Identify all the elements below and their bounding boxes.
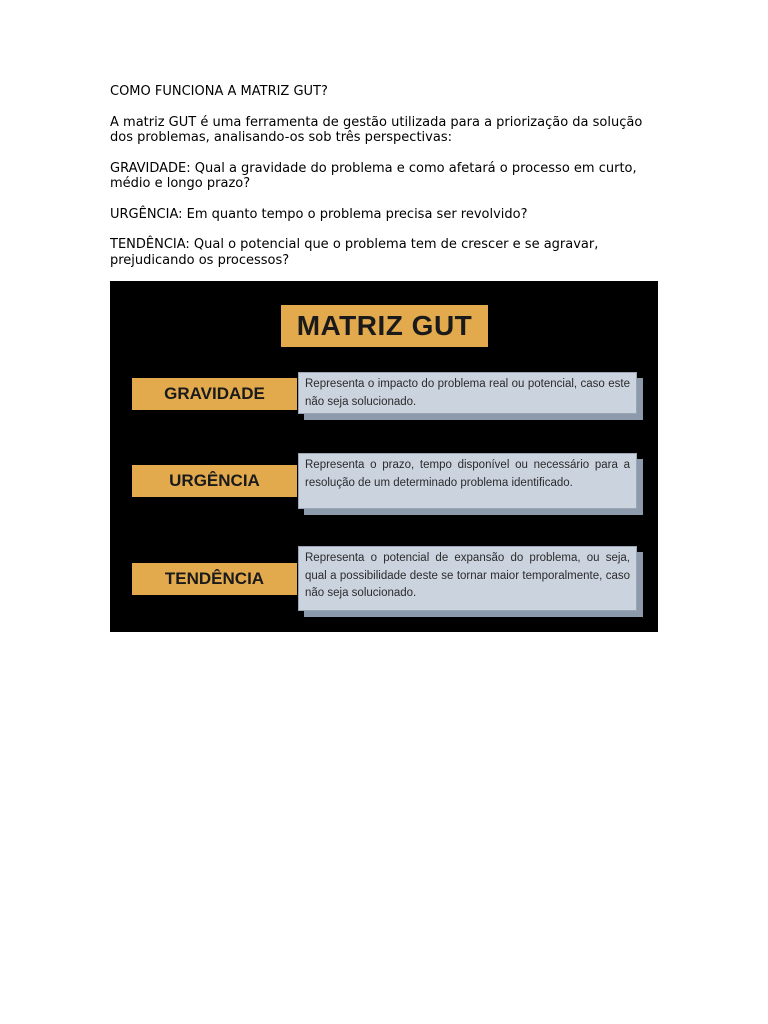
- label-tendencia: TENDÊNCIA: [132, 563, 297, 595]
- item-text: TENDÊNCIA: Qual o potencial que o problema tem de crescer e se agravar, prejudicando os processos?: [110, 237, 599, 268]
- item-text: URGÊNCIA: Em quanto tempo o problema precisa ser revolvido?: [110, 206, 528, 222]
- description-tendencia: Representa o potencial de expansão do problema, ou seja, qual a possibilidade deste se tornar maior temporalmente, caso não seja solucionado.: [298, 546, 637, 611]
- item-tendencia: [110, 237, 650, 268]
- item-text: GRAVIDADE: Qual a gravidade do problema e como afetará o processo em curto, médio e longo prazo?: [110, 160, 637, 191]
- item-urgencia: [110, 207, 650, 223]
- description-tendencia-box: [298, 546, 637, 611]
- description-urgencia-box: [298, 453, 637, 509]
- description-urgencia: Representa o prazo, tempo disponível ou necessário para a resolução de um determinado problema identificado.: [298, 453, 637, 509]
- document-heading: [110, 84, 650, 100]
- intro-paragraph: A matriz GUT é uma ferramenta de gestão utilizada para a priorização da solução dos problemas, analisando-os sob três perspectivas:: [110, 114, 643, 145]
- document-body: [110, 84, 650, 268]
- heading-text: COMO FUNCIONA A MATRIZ GUT?: [110, 84, 328, 99]
- item-gravidade: [110, 161, 650, 192]
- label-urgencia: URGÊNCIA: [132, 465, 297, 497]
- matriz-gut-figure: [110, 281, 658, 632]
- label-gravidade: GRAVIDADE: [132, 378, 297, 410]
- figure-title: MATRIZ GUT: [281, 305, 488, 347]
- description-gravidade-box: [298, 372, 637, 414]
- description-gravidade: Representa o impacto do problema real ou potencial, caso este não seja solucionado.: [298, 372, 637, 414]
